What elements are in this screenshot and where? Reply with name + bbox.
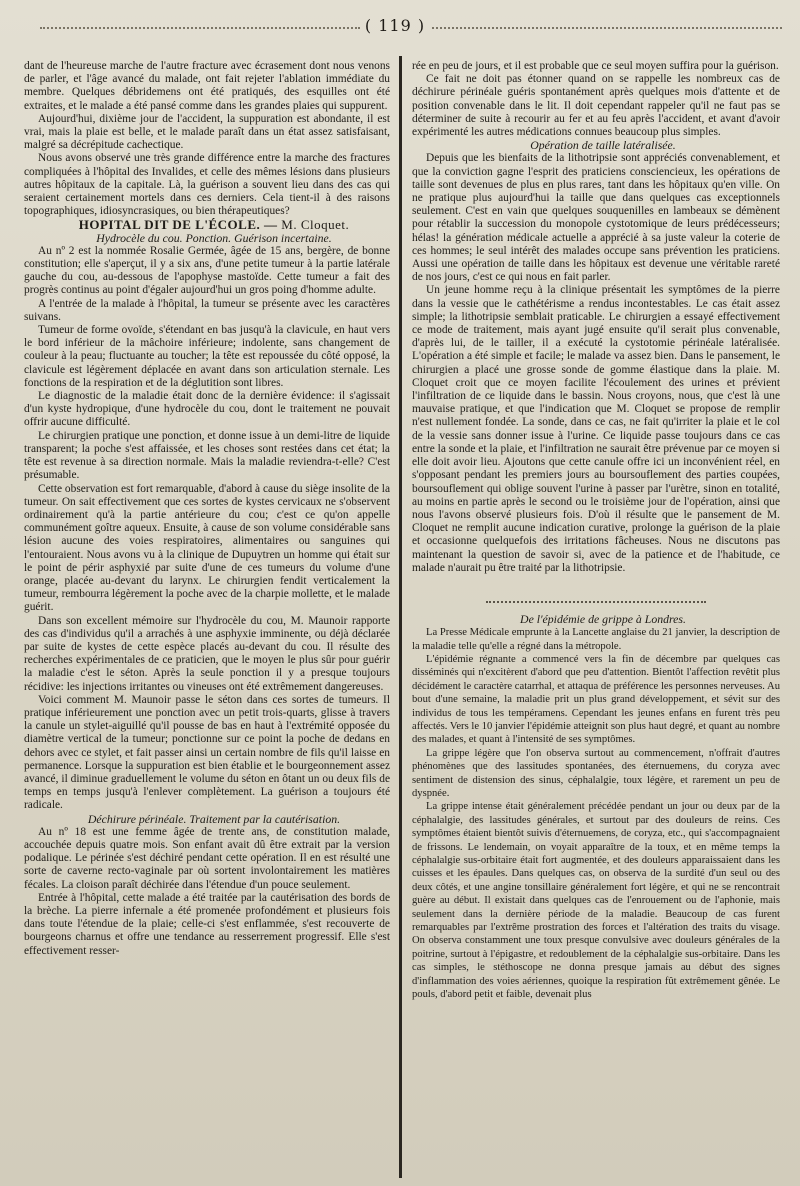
paragraph: Au nº 2 est la nommée Rosalie Germée, âgée de 15 ans, bergère, de bonne constitution; elle s'aperçut, il y a six ans, d'une petite tumeur à la partie latérale gauche du cou, au-dessous de l'apophyse mastoïde. Cette tumeur a fait des progrès continus au point d'égaler aujourd'hui un gros poing d'homme adulte. [24, 244, 390, 297]
right-column [412, 60, 780, 1178]
paragraph: Tumeur de forme ovoïde, s'étendant en bas jusqu'à la clavicule, en haut vers le bord inférieur de la mâchoire inférieure; indolente, sans changement de couleur à la peau; fluctuante au toucher; la tête est repoussée du côté opposé, la clavicule est légèrement déplacée en avant dans son articulation sternale. Les fonctions de la respiration et de la déglutition sont libres. [24, 324, 390, 389]
article-title: De l'épidémie de grippe à Londres. [520, 611, 686, 626]
paragraph: L'épidémie régnante a commencé vers la fin de décembre par quelques cas disséminés qui n'excitèrent d'abord que peu d'attention. Bientôt l'affection revêtit plus décidément le caractère catarrhal, et attaqua de préférence les personnes nerveuses. Au bout d'une semaine, la maladie prit un plus grand développement, et sévit sur des individus de tous les tempéramens. Cependant les jeunes enfans en furent très peu affectés. Vers le 10 janvier l'épidémie atteignit son plus haut degré, et quant au nombre des malades, et quant à l'intensité de ses symptômes. [412, 653, 780, 746]
paragraph: rée en peu de jours, et il est probable que ce seul moyen suffira pour la guérison. [412, 60, 779, 72]
paragraph: Un jeune homme reçu à la clinique présentait les symptômes de la pierre dans la vessie que le cathétérisme a rendus incontestables. Le cas était assez simple; la lithotripsie semblait praticable. Le chirurgien a essayé effectivement ce mode de traitement, mais ayant jugé ensuite qu'il serait plus convenable, d'après lui, de le tailler, il a exécuté la cystotomie périnéale latéralisée. L'opération a été simple et facile; le malade va assez bien. Dans le pansement, le chirurgien a placé une grosse sonde de gomme élastique dans la plaie. M. Cloquet croit que ce moyen facilite l'écoulement des urines et prévient l'infiltration de ce liquide dans le bassin. Nous croyons, nous, que c'est là une mauvaise pratique, et que l'indication que M. Cloquet se propose de remplir n'est nullement fondée. La sonde, dans ce cas, ne fait qu'irriter la plaie et le col de la vessie sans donner issue à l'urine. Ce liquide passe toujours dans ce cas entre la sonde et la plaie, et l'infiltration ne saurait être prévenue par ce moyen si elle doit avoir lieu. Ajoutons que cette canule offre ici un inconvénient réel, en s'opposant pendant les premiers jours au boursouflement des parties coupées, boursouflement qui oblige souvent l'urine à passer par l'urètre, sinon en totalité, au moins en partie après le second ou le troisième jour de l'opération, ainsi que nous l'avons observé plusieurs fois. D'où il résulte que le pansement de M. Cloquet ne remplit aucune indication curative, prolonge la guérison de la plaie et occasionne quelquefois des irritations fâcheuses. Nous ne discutons pas maintenant la question de savoir si, avec de la patience et de l'habitude, ce malade n'aurait pu être traité par la lithotripsie. [412, 284, 780, 574]
hospital-heading-title: HOPITAL DIT DE L'ÉCOLE. — [78, 217, 278, 233]
hospital-heading [24, 218, 390, 231]
section-rule [486, 601, 706, 603]
case-title: Hydrocèle du cou. Ponction. Guérison incertaine. [96, 230, 332, 245]
paragraph: A l'entrée de la malade à l'hôpital, la tumeur se présente avec les caractères suivans. [24, 297, 390, 323]
paragraph: dant de l'heureuse marche de l'autre fracture avec écrasement dont nous venons de parler, et l'âge avancé du malade, ont fait rejeter l'ablation immédiate du membre. Quelques débridemens ont été pratiqués, des esquilles ont été extraites, et le malade a été pansé comme dans les grandes plaies qui suppurent. [24, 60, 390, 112]
paragraph: Le chirurgien pratique une ponction, et donne issue à un demi-litre de liquide transparent; la poche s'est affaissée, et les choses sont restées dans cet état; la tête est revenue à sa direction normale. Mais la maladie reviendra-t-elle? C'est présumable. [24, 429, 390, 482]
paragraph: Dans son excellent mémoire sur l'hydrocèle du cou, M. Maunoir rapporte des cas d'individus qu'il a arrachés à une asphyxie imminente, ou déjà déclarée par suite de kystes de cette espèce placés au-devant du cou. Il résulte des recherches expérimentales de ce praticien, que le moyen le plus sûr pour guérir la maladie c'est le séton. Après la seule ponction il y a presque toujours récidive: les injections irritantes ou vineuses ont été extrêmement dangereuses. [24, 614, 390, 693]
paragraph: Voici comment M. Maunoir passe le séton dans ces sortes de tumeurs. Il pratique inférieurement une ponction avec un petit trois-quarts, glisse à travers la canule un stylet-aiguillé qu'il pousse de bas en haut à l'extrémité opposée du diamètre vertical de la tumeur; ponctionne sur ce point la poche de dedans en dehors avec ce stylet, et fait passer ainsi un certain nombre de fils qu'il laisse en permanence. Lorsque la suppuration est bien établie et le bourgeonnement assez avancé, il diminue graduellement le volume du séton en ôtant un ou deux fils de temps en temps jusqu'à l'enlever complètement. La guérison a toujours été radicale. [24, 693, 390, 812]
paragraph: La grippe légère que l'on observa surtout au commencement, n'offrait d'autres phénomènes que des lassitudes spontanées, des éternuemens, du coryza avec sentiment de distension des sinus, céphalalgie, toux légère, et rarement un peu de dyspnée. [412, 747, 780, 799]
page-number: ( 119 ) [364, 16, 426, 35]
top-rule-right [432, 27, 782, 29]
paragraph: Au nº 18 est une femme âgée de trente ans, de constitution malade, accouchée depuis quatre mois. Son enfant avait dû être extrait par la version podalique. Le périnée s'est déchiré pendant cette opération. Il en est résulté une sorte de caverne recto-vaginale par où sortent involontairement les matières fécales. La cloison paraît déchirée dans l'étendue d'un pouce seulement. [24, 825, 390, 891]
left-column [24, 60, 390, 1178]
case-title: Opération de taille latéralisée. [530, 138, 676, 153]
paragraph: Entrée à l'hôpital, cette malade a été traitée par la cautérisation des bords de la brèche. La pierre infernale a été promenée profondément et plusieurs fois dans toute l'étendue de la plaie; celle-ci s'est enflammée, s'est recouverte de bourgeons charnus et offre une tendance au resserrement progressif. Elle s'est effectivement resser- [24, 891, 390, 957]
column-divider [399, 56, 402, 1178]
paragraph: La Presse Médicale emprunte à la Lancette anglaise du 21 janvier, la description de la maladie telle qu'elle a régné dans la métropole. [412, 627, 780, 652]
case-title: Déchirure périnéale. Traitement par la cautérisation. [87, 811, 341, 826]
paragraph: Ce fait ne doit pas étonner quand on se rappelle les nombreux cas de déchirure périnéale guéris spontanément après quelques mois d'attente et de position convenable dans le lit. Il doit cependant rappeler qu'il ne faut pas se déterminer de suite à recourir au fer et au feu après l'accident, et avant d'avoir expérimenté les autres médications connues beaucoup plus simples. [412, 73, 780, 139]
paragraph: Depuis que les bienfaits de la lithotripsie sont appréciés convenablement, et que la conviction gagne l'esprit des praticiens consciencieux, les opérations de taille sont devenues de plus en plus rares, tant dans les hôpitaux qu'en ville. On ne pratique plus aujourd'hui la taille que dans quelques cas exceptionnels seulement. C'est en vain que quelques souquenilles en lambeaux se démènent pour rétablir la succession du monopole cystotomique de leurs prédécesseurs; hélas! la génération médicale actuelle a apprécié à sa juste valeur la coterie de ces hommes; le seul intérêt des malades occupe sans prévention les praticiens. Aussi une opération de taille dans les hôpitaux est devenue une véritable rareté de nos jours, c'est ce qui nous en fait parler. [412, 152, 780, 284]
paragraph: Nous avons observé une très grande différence entre la marche des fractures compliquées à l'hôpital des Invalides, et celle des mêmes lésions dans plusieurs autres hôpitaux de la capitale. Là, la guérison a souvent lieu dans des cas qui seraient certainement mortels dans ces derniers. Cela tient-il à des raisons topographiques, idiosyncrasiques, ou bien thérapeutiques? [24, 152, 390, 218]
paragraph: Le diagnostic de la maladie était donc de la dernière évidence: il s'agissait d'un kyste hydropique, d'une hydrocèle du cou, dont le traitement ne pouvait offrir aucune difficulté. [24, 390, 390, 429]
paragraph: La grippe intense était généralement précédée pendant un jour ou deux par de la céphalalgie, des lassitudes générales, et surtout par des douleurs de reins. Ces symptômes étaient bientôt suivis d'éternuemens, de coryza, etc., qui s'accompagnaient de frissons. Le lendemain, on voyait apparaître de la toux, et en même temps la céphalalgie sus-orbitaire était fort augmentée, et des douleurs apparaissaient dans les cuisses et les épaules. Dans quelques cas, on observa de la surdité d'un seul ou des deux côtés, et une angine tonsillaire généralement fort légère, et qui ne se rencontrait guère au début. Il existait dans quelques cas de l'enrouement ou de l'aphonie, mais seulement dans la dernière période de la maladie. Beaucoup de cas furent remarquables par l'extrême prostration des forces et l'altération des traits du visage. On observa constamment une toux presque convulsive avec douleurs générales de la poitrine, surtout à l'épigastre, et redoublement de la céphalalgie sus-orbitaire. Dans les cas simples, le stéthoscope ne donna presque jamais au début des signes d'inflammation des voies aériennes, quoique la respiration fût extrêmement gênée. Le pouls, d'abord petit et faible, devenait plus [412, 801, 780, 1001]
top-rule-left [40, 27, 360, 29]
paragraph: Cette observation est fort remarquable, d'abord à cause du siège insolite de la tumeur. On sait effectivement que ces sortes de kystes cervicaux ne s'observent ordinairement qu'à la partie antérieure du cou; c'est ce qu'on appelle communément goître aqueux. Ensuite, à cause de son volume considérable sans lésion aucune des voies respiratoires, alimentaires ou sanguines qui l'entouraient. Nous avons vu à la clinique de Dupuytren un homme qui était sur le point de périr asphyxié par suite d'une de ces tumeurs du volume d'une orange, placée au-devant du larynx. Le chirurgien fendit verticalement la tumeur, rembourra légèrement la poche avec de la charpie mollette, et le malade guérit. [24, 482, 390, 614]
paragraph: Aujourd'hui, dixième jour de l'accident, la suppuration est abondante, il est vrai, mais la plaie est belle, et le malade paraît dans un état assez satisfaisant, malgré sa décrépitude cachectique. [24, 112, 390, 152]
hospital-heading-doctor: M. Cloquet. [281, 217, 350, 233]
